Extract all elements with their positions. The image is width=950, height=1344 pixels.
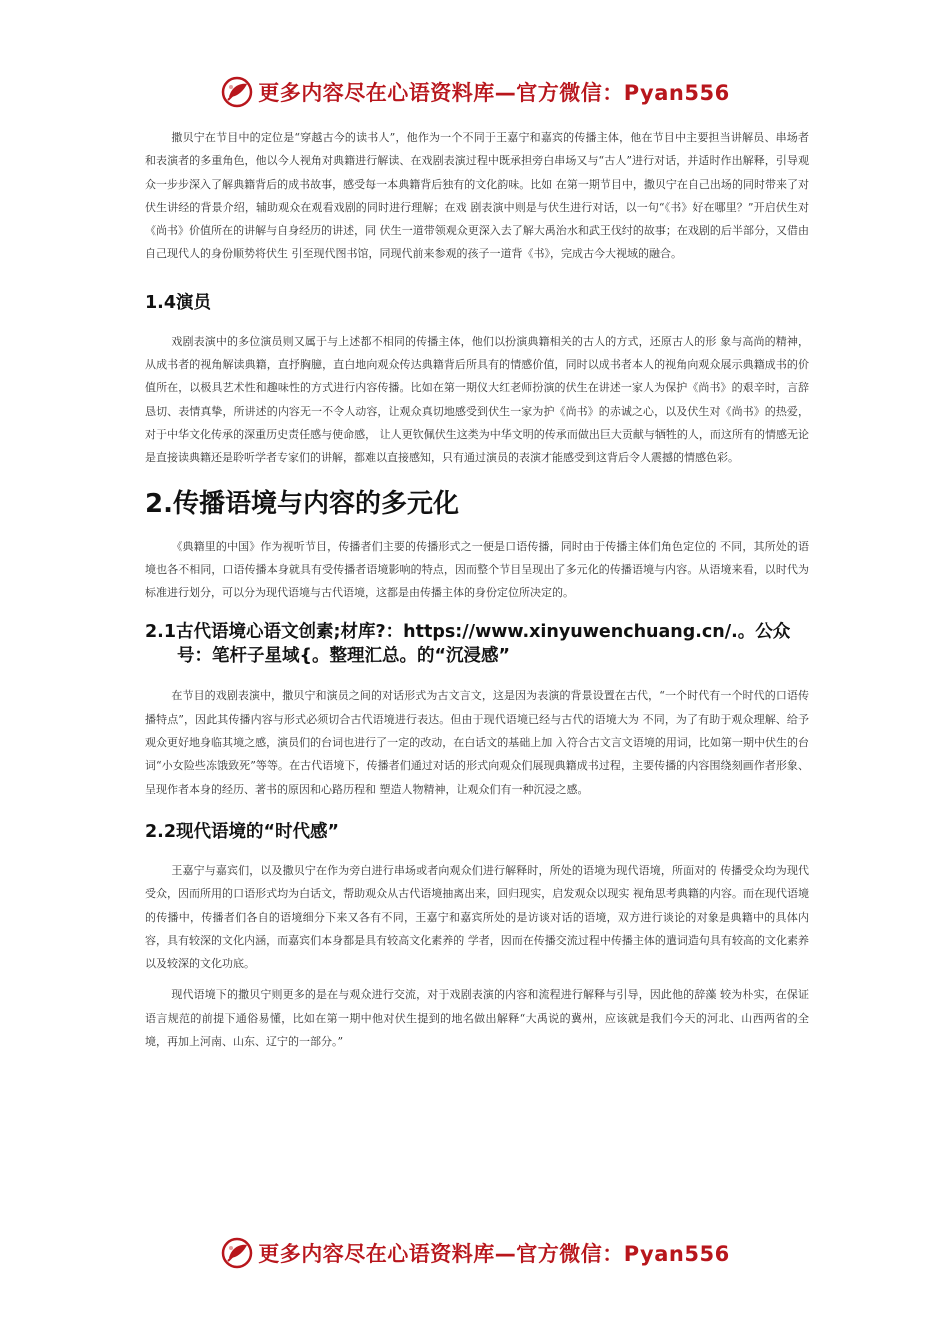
- paragraph-context-intro: 《典籍里的中国》作为视听节目，传播者们主要的传播形式之一便是口语传播，同时由于传播主体们角色定位的 不同，其所处的语境也各不相同，口语传播本身就具有受传播者语境影响的特点，因而整个节目呈现出了多元化的传播语境与内容。从语境来看，以时代为标准进行划分，可以分为现代语境与古代语境，这都是由传播主体的身份定位所决定的。: [145, 539, 809, 600]
- heading-2-1-ancient-context: 2.1古代语境心语文创素;材库?：https://www.xinyuwenchuang.cn/.。公众号：笔杆子星域{。整理汇总。的“沉浸感”: [145, 622, 791, 667]
- leaf-logo-icon: [220, 75, 254, 109]
- paragraph-actors: 戏剧表演中的多位演员则又属于与上述都不相同的传播主体，他们以扮演典籍相关的古人的方式，还原古人的形 象与高尚的精神，从成书者的视角解读典籍，直抒胸臆，直白地向观众传达典籍背后所具有的情感价值，同时以成书者本人的视角向观众展示典籍成书的价值所在，以极具艺术性和趣味性的方式进行内容传播。比如在第一期仪大红老师扮演的伏生在讲述一家人为保护《尚书》的艰辛时，言辞恳切、表情真挚，所讲述的内容无一不令人动容，让观众真切地感受到伏生一家为护《尚书》的赤诚之心，以及伏生对《尚书》的热爱，对于中华文化传承的深重历史责任感与使命感， 让人更钦佩伏生这类为中华文明的传承而做出巨大贡献与牺牲的人，而这所有的情感无论是直接读典籍还是聆听学者专家们的讲解，都难以直接感知，只有通过演员的表演才能感受到这背后令人震撼的情感色彩。: [145, 334, 809, 465]
- heading-2-context-diversity: 2.传播语境与内容的多元化: [145, 488, 459, 519]
- paragraph-modern-context: 王嘉宁与嘉宾们，以及撒贝宁在作为旁白进行串场或者向观众们进行解释时，所处的语境为现代语境，所面对的 传播受众均为现代受众，因而所用的口语形式均为白话文，帮助观众从古代语境抽离出来，回归现实，启发观众以现实 视角思考典籍的内容。而在现代语境的传播中，传播者们各自的语境细分下来又各有不同，王嘉宁和嘉宾所处的是访谈对话的语境，双方进行谈论的对象是典籍中的具体内容，具有较深的文化内涵，而嘉宾们本身都是具有较高文化素养的 学者，因而在传播交流过程中传播主体的遣词造句具有较高的文化素养以及较深的文化功底。: [145, 863, 809, 971]
- footer-banner: [0, 1233, 950, 1273]
- paragraph-sabeining-role: 撒贝宁在节目中的定位是“穿越古今的读书人”，他作为一个不同于王嘉宁和嘉宾的传播主体，他在节目中主要担当讲解员、串场者和表演者的多重角色，他以今人视角对典籍进行解读、在戏剧表演过程中既承担旁白串场又与“古人”进行对话，并适时作出解释，引导观众一步步深入了解典籍背后的成书故事，感受每一本典籍背后独有的文化韵味。比如 在第一期节目中，撒贝宁在自己出场的同时带来了对伏生讲经的背景介绍，辅助观众在观看戏剧的同时进行理解；在戏 剧表演中则是与伏生进行对话，以一句“《书》好在哪里？”开启伏生对《尚书》价值所在的讲解与自身经历的讲述，同 伏生一道带领观众更深入去了解大禹治水和武王伐纣的故事；在戏剧的后半部分，又借由自己现代人的身份顺势将伏生 引至现代图书馆，同现代前来参观的孩子一道背《书》，完成古今大视域的融合。: [145, 131, 809, 261]
- header-banner: [0, 72, 950, 112]
- leaf-logo-icon: [220, 1236, 254, 1270]
- heading-1-4-actors: 1.4演员: [145, 292, 212, 313]
- footer-banner-text: 更多内容尽在心语资料库—官方微信：Pyan556: [258, 1242, 730, 1266]
- document-body: [145, 126, 809, 1053]
- paragraph-modern-sabeining: 现代语境下的撒贝宁则更多的是在与观众进行交流，对于戏剧表演的内容和流程进行解释与引导，因此他的辞藻 较为朴实，在保证语言规范的前提下通俗易懂，比如在第一期中他对伏生提到的地名做出解释“大禹说的冀州，应该就是我们今天的河北、山西两省的全境，再加上河南、山东、辽宁的一部分。”: [145, 988, 809, 1049]
- header-banner-text: 更多内容尽在心语资料库—官方微信：Pyan556: [258, 81, 730, 105]
- heading-2-2-modern-context: 2.2现代语境的“时代感”: [145, 821, 340, 842]
- paragraph-ancient-context: 在节目的戏剧表演中，撒贝宁和演员之间的对话形式为古文言文，这是因为表演的背景设置在古代，“一个时代有一个时代的口语传播特点”，因此其传播内容与形式必须切合古代语境进行表达。但由于现代语境已经与古代的语境大为 不同，为了有助于观众理解、给予观众更好地身临其境之感，演员们的台词也进行了一定的改动，在白话文的基础上加 入符合古文言文语境的用词，比如第一期中伏生的台词“小女险些冻饿致死”等等。在古代语境下，传播者们通过对话的形式向观众们展现典籍成书过程，主要传播的内容围绕刻画作者形象、呈现作者本身的经历、著书的原因和心路历程和 塑造人物精神，让观众们有一种沉浸之感。: [145, 689, 809, 796]
